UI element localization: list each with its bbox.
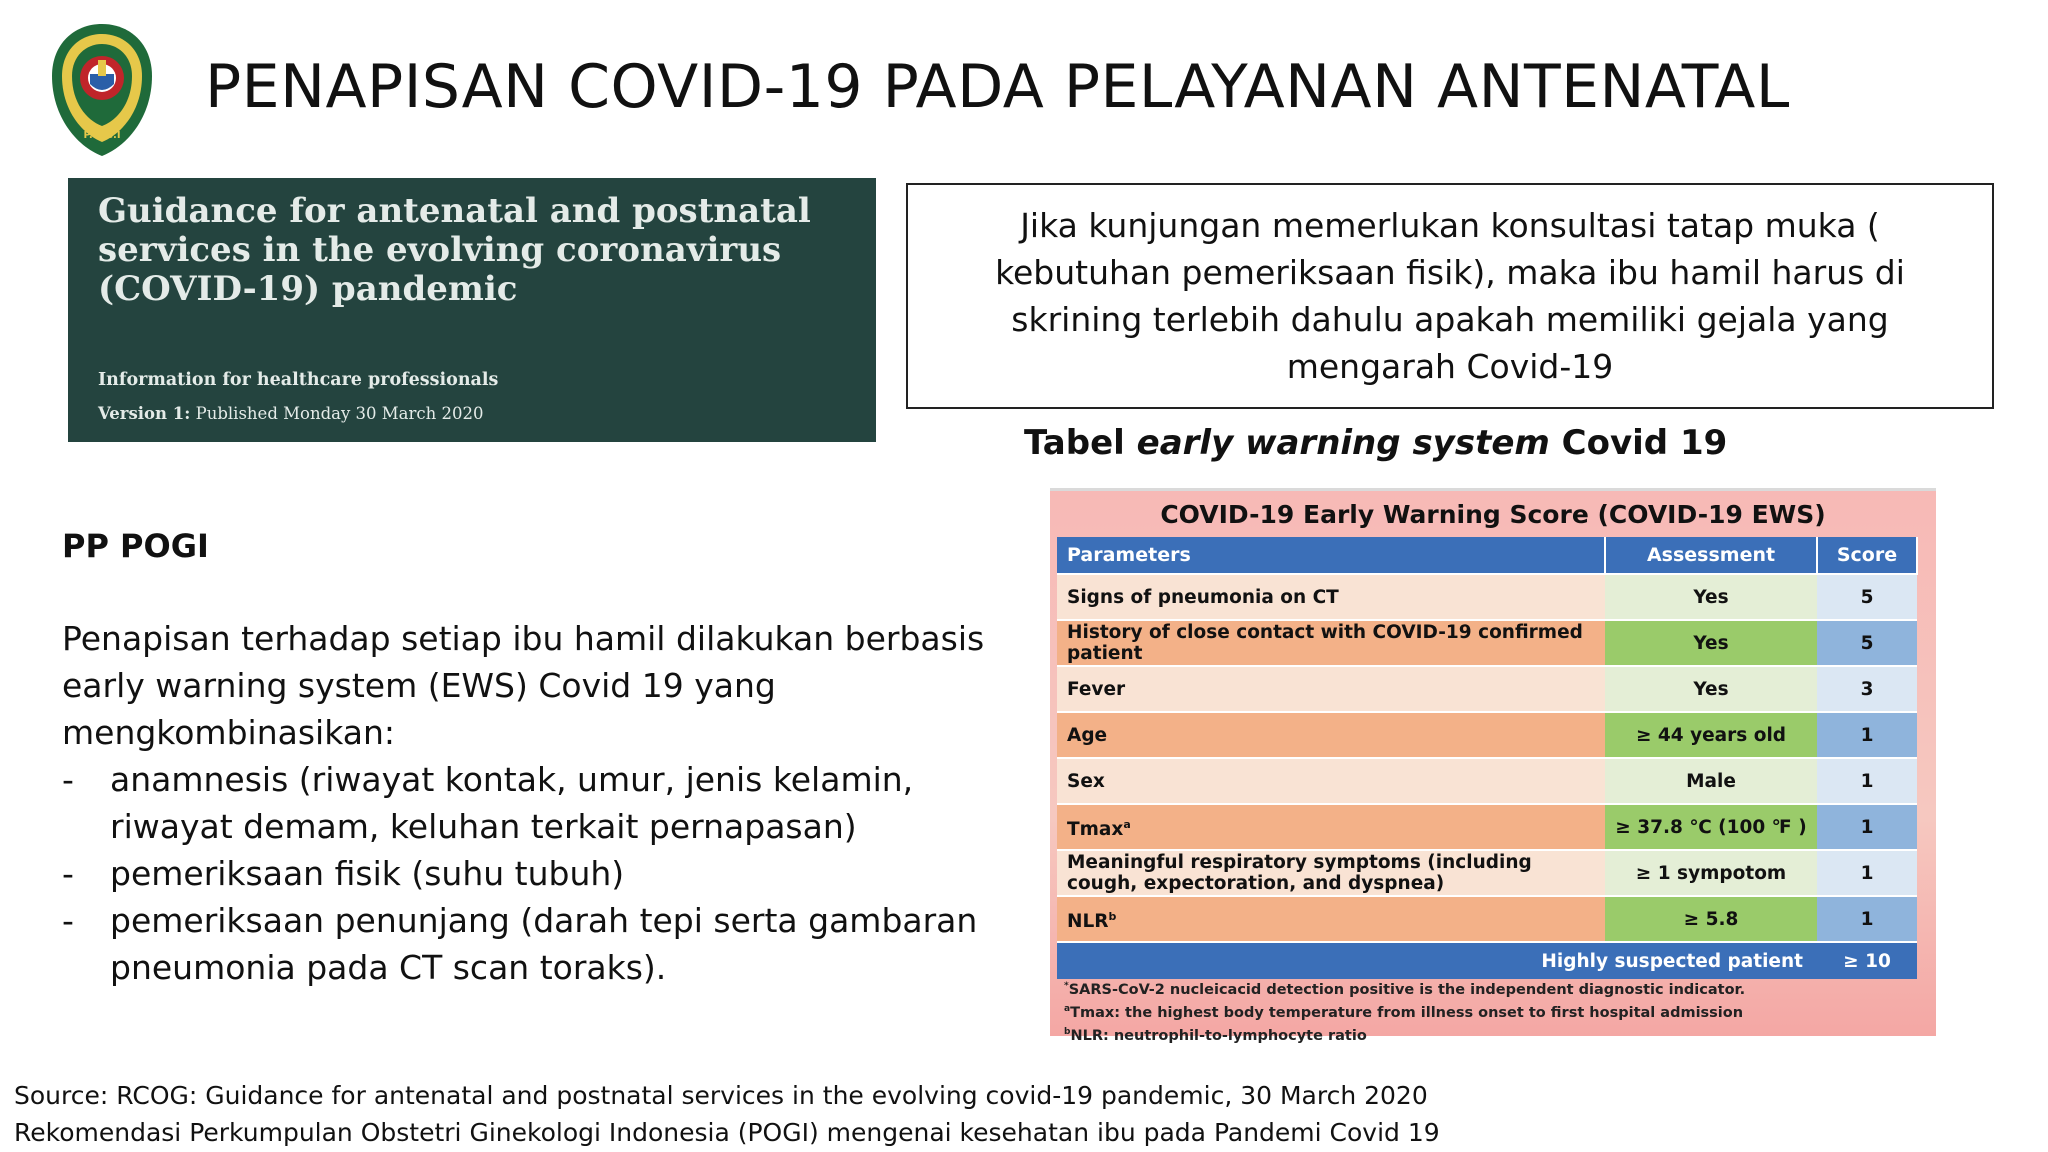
ews-table-caption	[1024, 423, 1727, 463]
footnote	[1064, 1023, 1745, 1046]
score-cell: 1	[1817, 712, 1917, 758]
ews-table	[1057, 537, 1918, 979]
table-row	[1057, 896, 1917, 942]
bullet-text: pemeriksaan fisik (suhu tubuh)	[110, 854, 625, 893]
score-cell: 1	[1817, 896, 1917, 942]
footnote-text: NLR: neutrophil-to-lymphocyte ratio	[1070, 1027, 1367, 1044]
assessment-cell: ≥ 44 years old	[1605, 712, 1817, 758]
page-title: PENAPISAN COVID-19 PADA PELAYANAN ANTENATAL	[205, 52, 1790, 122]
rcog-cover-version	[98, 404, 484, 423]
score-cell: 3	[1817, 666, 1917, 712]
assessment-cell: ≥ 5.8	[1605, 896, 1817, 942]
param-cell: History of close contact with COVID-19 confirmed patient	[1057, 620, 1605, 666]
score-cell: 1	[1817, 758, 1917, 804]
footnote-text: Tmax: the highest body temperature from illness onset to first hospital admission	[1070, 1004, 1744, 1021]
table-header-row	[1057, 537, 1917, 574]
rcog-cover-info: Information for healthcare professionals	[98, 370, 499, 390]
table-row	[1057, 574, 1917, 620]
table-row	[1057, 850, 1917, 896]
rcog-version-text: Published Monday 30 March 2020	[195, 404, 484, 423]
caption-prefix: Tabel	[1024, 423, 1137, 463]
screening-note-box	[906, 183, 1994, 409]
footnote-mark: b	[1064, 1026, 1071, 1037]
logo-abbr: P.O.G.I	[83, 130, 121, 141]
caption-suffix: Covid 19	[1549, 423, 1728, 463]
score-cell: 1	[1817, 850, 1917, 896]
param-cell: Fever	[1057, 666, 1605, 712]
table-total-row	[1057, 942, 1917, 979]
footnote-text: SARS-CoV-2 nucleicacid detection positive is the independent diagnostic indicator.	[1068, 981, 1746, 998]
pogi-intro-text: Penapisan terhadap setiap ibu hamil dilakukan berbasis early warning system (EWS) Covid 19 yang mengkombinasikan:	[62, 619, 985, 752]
table-row	[1057, 666, 1917, 712]
table-row	[1057, 758, 1917, 804]
assessment-cell: ≥ 37.8 ℃ (100 ℉ )	[1605, 804, 1817, 850]
footnote	[1064, 1000, 1745, 1023]
param-cell: Sex	[1057, 758, 1605, 804]
assessment-cell: Yes	[1605, 666, 1817, 712]
pogi-heading: PP POGI	[62, 527, 209, 565]
assessment-cell: Yes	[1605, 574, 1817, 620]
rcog-guidance-cover	[68, 178, 876, 442]
param-text: NLR	[1067, 911, 1109, 933]
caption-italic: early warning system	[1136, 423, 1550, 463]
footnote	[1064, 977, 1745, 1000]
list-item: - anamnesis (riwayat kontak, umur, jenis kelamin, riwayat demam, keluhan terkait pernapasan)	[62, 760, 914, 846]
ews-heading: COVID-19 Early Warning Score (COVID-19 EWS)	[1160, 500, 1826, 529]
param-cell: Signs of pneumonia on CT	[1057, 574, 1605, 620]
ews-score-figure	[1050, 488, 1936, 1044]
screening-bullet-list	[62, 756, 1012, 991]
source-line: Rekomendasi Perkumpulan Obstetri Ginekologi Indonesia (POGI) mengenai kesehatan ibu pada Pandemi Covid 19	[14, 1118, 1440, 1147]
source-line: Source: RCOG: Guidance for antenatal and postnatal services in the evolving covid-19 pandemic, 30 March 2020	[14, 1081, 1428, 1110]
score-cell: 5	[1817, 620, 1917, 666]
footnote-mark: *	[1064, 981, 1069, 991]
table-row	[1057, 620, 1917, 666]
table-row	[1057, 712, 1917, 758]
score-cell: 5	[1817, 574, 1917, 620]
bullet-text: anamnesis (riwayat kontak, umur, jenis kelamin, riwayat demam, keluhan terkait pernapasan)	[110, 760, 914, 846]
score-cell: 1	[1817, 804, 1917, 850]
rcog-version-label: Version 1:	[98, 404, 191, 423]
list-item: - pemeriksaan fisik (suhu tubuh)	[62, 854, 625, 893]
ews-footnotes	[1064, 977, 1745, 1045]
table-row	[1057, 804, 1917, 850]
pogi-logo	[48, 20, 156, 160]
param-cell	[1057, 896, 1605, 942]
assessment-cell: ≥ 1 sympotom	[1605, 850, 1817, 896]
column-header-assessment: Assessment	[1605, 537, 1817, 574]
rcog-cover-title: Guidance for antenatal and postnatal services in the evolving coronavirus (COVID-19) pandemic	[98, 191, 811, 309]
param-cell	[1057, 804, 1605, 850]
param-sup: b	[1108, 909, 1117, 923]
param-sup: a	[1123, 817, 1131, 831]
param-cell: Meaningful respiratory symptoms (including cough, expectoration, and dyspnea)	[1057, 850, 1605, 896]
assessment-cell: Male	[1605, 758, 1817, 804]
total-label: Highly suspected patient	[1057, 942, 1817, 979]
column-header-parameters: Parameters	[1057, 537, 1605, 574]
source-citation	[14, 1077, 1440, 1151]
bullet-text: pemeriksaan penunjang (darah tepi serta gambaran pneumonia pada CT scan toraks).	[110, 901, 978, 987]
assessment-cell: Yes	[1605, 620, 1817, 666]
list-item: - pemeriksaan penunjang (darah tepi serta gambaran pneumonia pada CT scan toraks).	[62, 901, 978, 987]
param-text: Tmax	[1067, 819, 1124, 841]
param-cell: Age	[1057, 712, 1605, 758]
footnote-mark: a	[1064, 1003, 1071, 1014]
column-header-score: Score	[1817, 537, 1917, 574]
total-value: ≥ 10	[1817, 942, 1917, 979]
screening-note-text: Jika kunjungan memerlukan konsultasi tatap muka ( kebutuhan pemeriksaan fisik), maka ibu hamil harus di skrining terlebih dahulu apakah memiliki gejala yang mengarah Covid-19	[995, 206, 1905, 386]
